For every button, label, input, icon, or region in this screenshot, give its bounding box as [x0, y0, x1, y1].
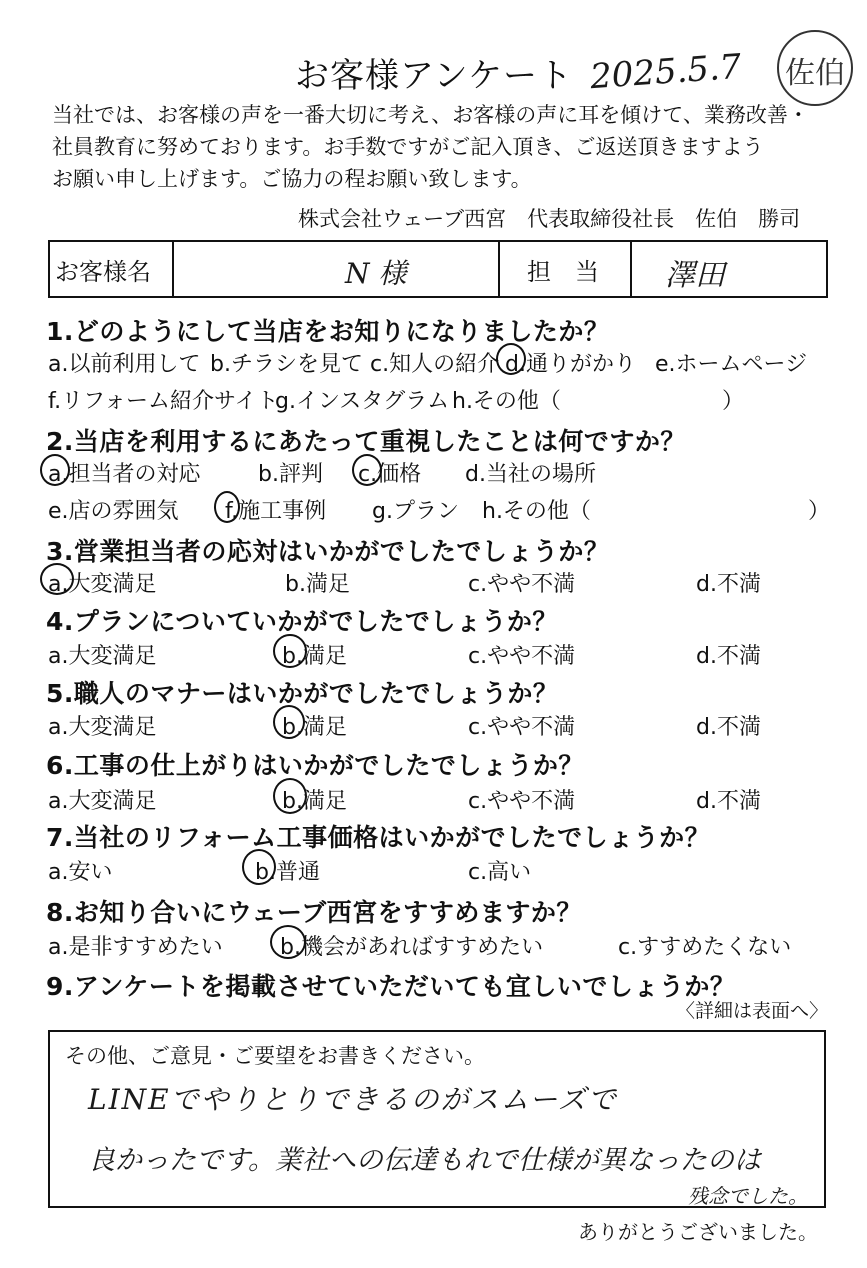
answer-circle-q1-d — [496, 343, 526, 375]
q3-option-d: d.不満 — [696, 572, 761, 597]
comment-line-3: 残念でした。 — [688, 1184, 808, 1208]
q1-option-f: f.リフォーム紹介サイト — [48, 389, 279, 414]
answer-circle-q4-b — [273, 634, 307, 668]
handwritten-date: 2025.5.7 — [588, 46, 743, 98]
page-title: お客様アンケート — [295, 56, 573, 96]
q2-option-g: g.プラン — [372, 499, 459, 524]
thank-you-note: ありがとうございました。 — [578, 1220, 818, 1244]
answer-circle-q5-b — [273, 705, 305, 739]
question-8: 8.お知り合いにウェーブ西宮をすすめますか？ — [46, 898, 582, 927]
q1-option-g: g.インスタグラム — [275, 389, 450, 414]
answer-circle-q6-b — [273, 778, 307, 814]
q4-option-b: b.満足 — [282, 644, 347, 669]
customer-name-label: お客様名 — [55, 258, 151, 286]
q1-option-e: e.ホームページ — [655, 352, 808, 377]
q2-option-b: b.評判 — [258, 462, 323, 487]
q8-option-c: c.すすめたくない — [618, 935, 792, 960]
q5-option-b: b.満足 — [282, 715, 347, 740]
question-5: 5.職人のマナーはいかがでしたでしょうか？ — [46, 679, 559, 708]
comment-line-1: LINEでやりとりできるのがスムーズで — [88, 1083, 618, 1116]
q4-option-d: d.不満 — [696, 644, 761, 669]
q6-option-a: a.大変満足 — [48, 789, 157, 814]
answer-circle-q2-f — [214, 491, 240, 523]
q7-option-a: a.安い — [48, 860, 113, 885]
q2-option-f: f.施工事例 — [225, 499, 327, 524]
intro-line-3: お願い申し上げます。ご協力の程お願い致します。 — [52, 167, 532, 191]
q5-option-c: c.やや不満 — [468, 715, 576, 740]
question-7: 7.当社のリフォーム工事価格はいかがでしたでしょうか？ — [46, 823, 711, 852]
company-signature: 株式会社ウェーブ西宮 代表取締役社長 佐伯 勝司 — [298, 207, 801, 231]
q7-option-b: b.普通 — [255, 860, 320, 885]
q2-option-h: h.その他（ — [482, 499, 591, 524]
staff-value: 澤田 — [665, 258, 725, 293]
intro-line-1: 当社では、お客様の声を一番大切に考え、お客様の声に耳を傾けて、業務改善・ — [52, 103, 809, 127]
q2-option-d: d.当社の場所 — [465, 462, 596, 487]
comment-line-2: 良かったです。業社への伝達もれで仕様が異なったのは — [88, 1145, 761, 1176]
seal-stamp: 佐伯 — [777, 30, 853, 106]
q1-option-d: d.通りがかり — [505, 352, 636, 377]
answer-circle-q7-b — [242, 849, 276, 885]
q2-option-c: c.価格 — [358, 462, 422, 487]
question-3: 3.営業担当者の応対はいかがでしたでしょうか？ — [46, 537, 610, 566]
q5-option-d: d.不満 — [696, 715, 761, 740]
q6-option-c: c.やや不満 — [468, 789, 576, 814]
question-6: 6.工事の仕上がりはいかがでしたでしょうか？ — [46, 751, 584, 780]
q2-option-e: e.店の雰囲気 — [48, 499, 179, 524]
question-4: 4.プランについていかがでしたでしょうか？ — [46, 607, 558, 636]
question-9: 9.アンケートを掲載させていただいても宜しいでしょうか？ — [46, 972, 736, 1001]
q1-option-h: h.その他（ — [452, 389, 561, 414]
customer-name-value: N 様 — [345, 257, 407, 290]
answer-circle-q2-a — [40, 454, 70, 486]
question-2: 2.当店を利用するにあたって重視したことは何ですか？ — [46, 427, 686, 456]
q3-option-a: a.大変満足 — [48, 572, 157, 597]
answer-circle-q8-b — [270, 925, 306, 959]
q6-option-d: d.不満 — [696, 789, 761, 814]
q2-option-a: a.担当者の対応 — [48, 462, 201, 487]
q3-option-c: c.やや不満 — [468, 572, 576, 597]
q5-option-a: a.大変満足 — [48, 715, 157, 740]
q3-option-b: b.満足 — [285, 572, 350, 597]
q2-option-h-close: ） — [808, 499, 831, 524]
comments-label: その他、ご意見・ご要望をお書きください。 — [65, 1044, 485, 1068]
detail-note: 〈詳細は表面へ〉 — [676, 1000, 829, 1022]
q8-option-b: b.機会があればすすめたい — [280, 935, 544, 960]
q4-option-a: a.大変満足 — [48, 644, 157, 669]
q1-option-a: a.以前利用して — [48, 352, 201, 377]
q1-option-c: c.知人の紹介 — [370, 352, 500, 377]
answer-circle-q2-c — [352, 454, 382, 486]
q4-option-c: c.やや不満 — [468, 644, 576, 669]
q1-option-h-close: ） — [722, 389, 745, 414]
q7-option-c: c.高い — [468, 860, 532, 885]
answer-circle-q3-a — [40, 563, 74, 595]
q6-option-b: b.満足 — [282, 789, 347, 814]
intro-line-2: 社員教育に努めております。お手数ですがご記入頂き、ご返送頂きますよう — [52, 135, 764, 159]
question-1: 1.どのようにして当店をお知りになりましたか？ — [46, 317, 610, 346]
q8-option-a: a.是非すすめたい — [48, 935, 223, 960]
staff-label: 担 当 — [527, 258, 599, 286]
q1-option-b: b.チラシを見て — [210, 352, 363, 377]
